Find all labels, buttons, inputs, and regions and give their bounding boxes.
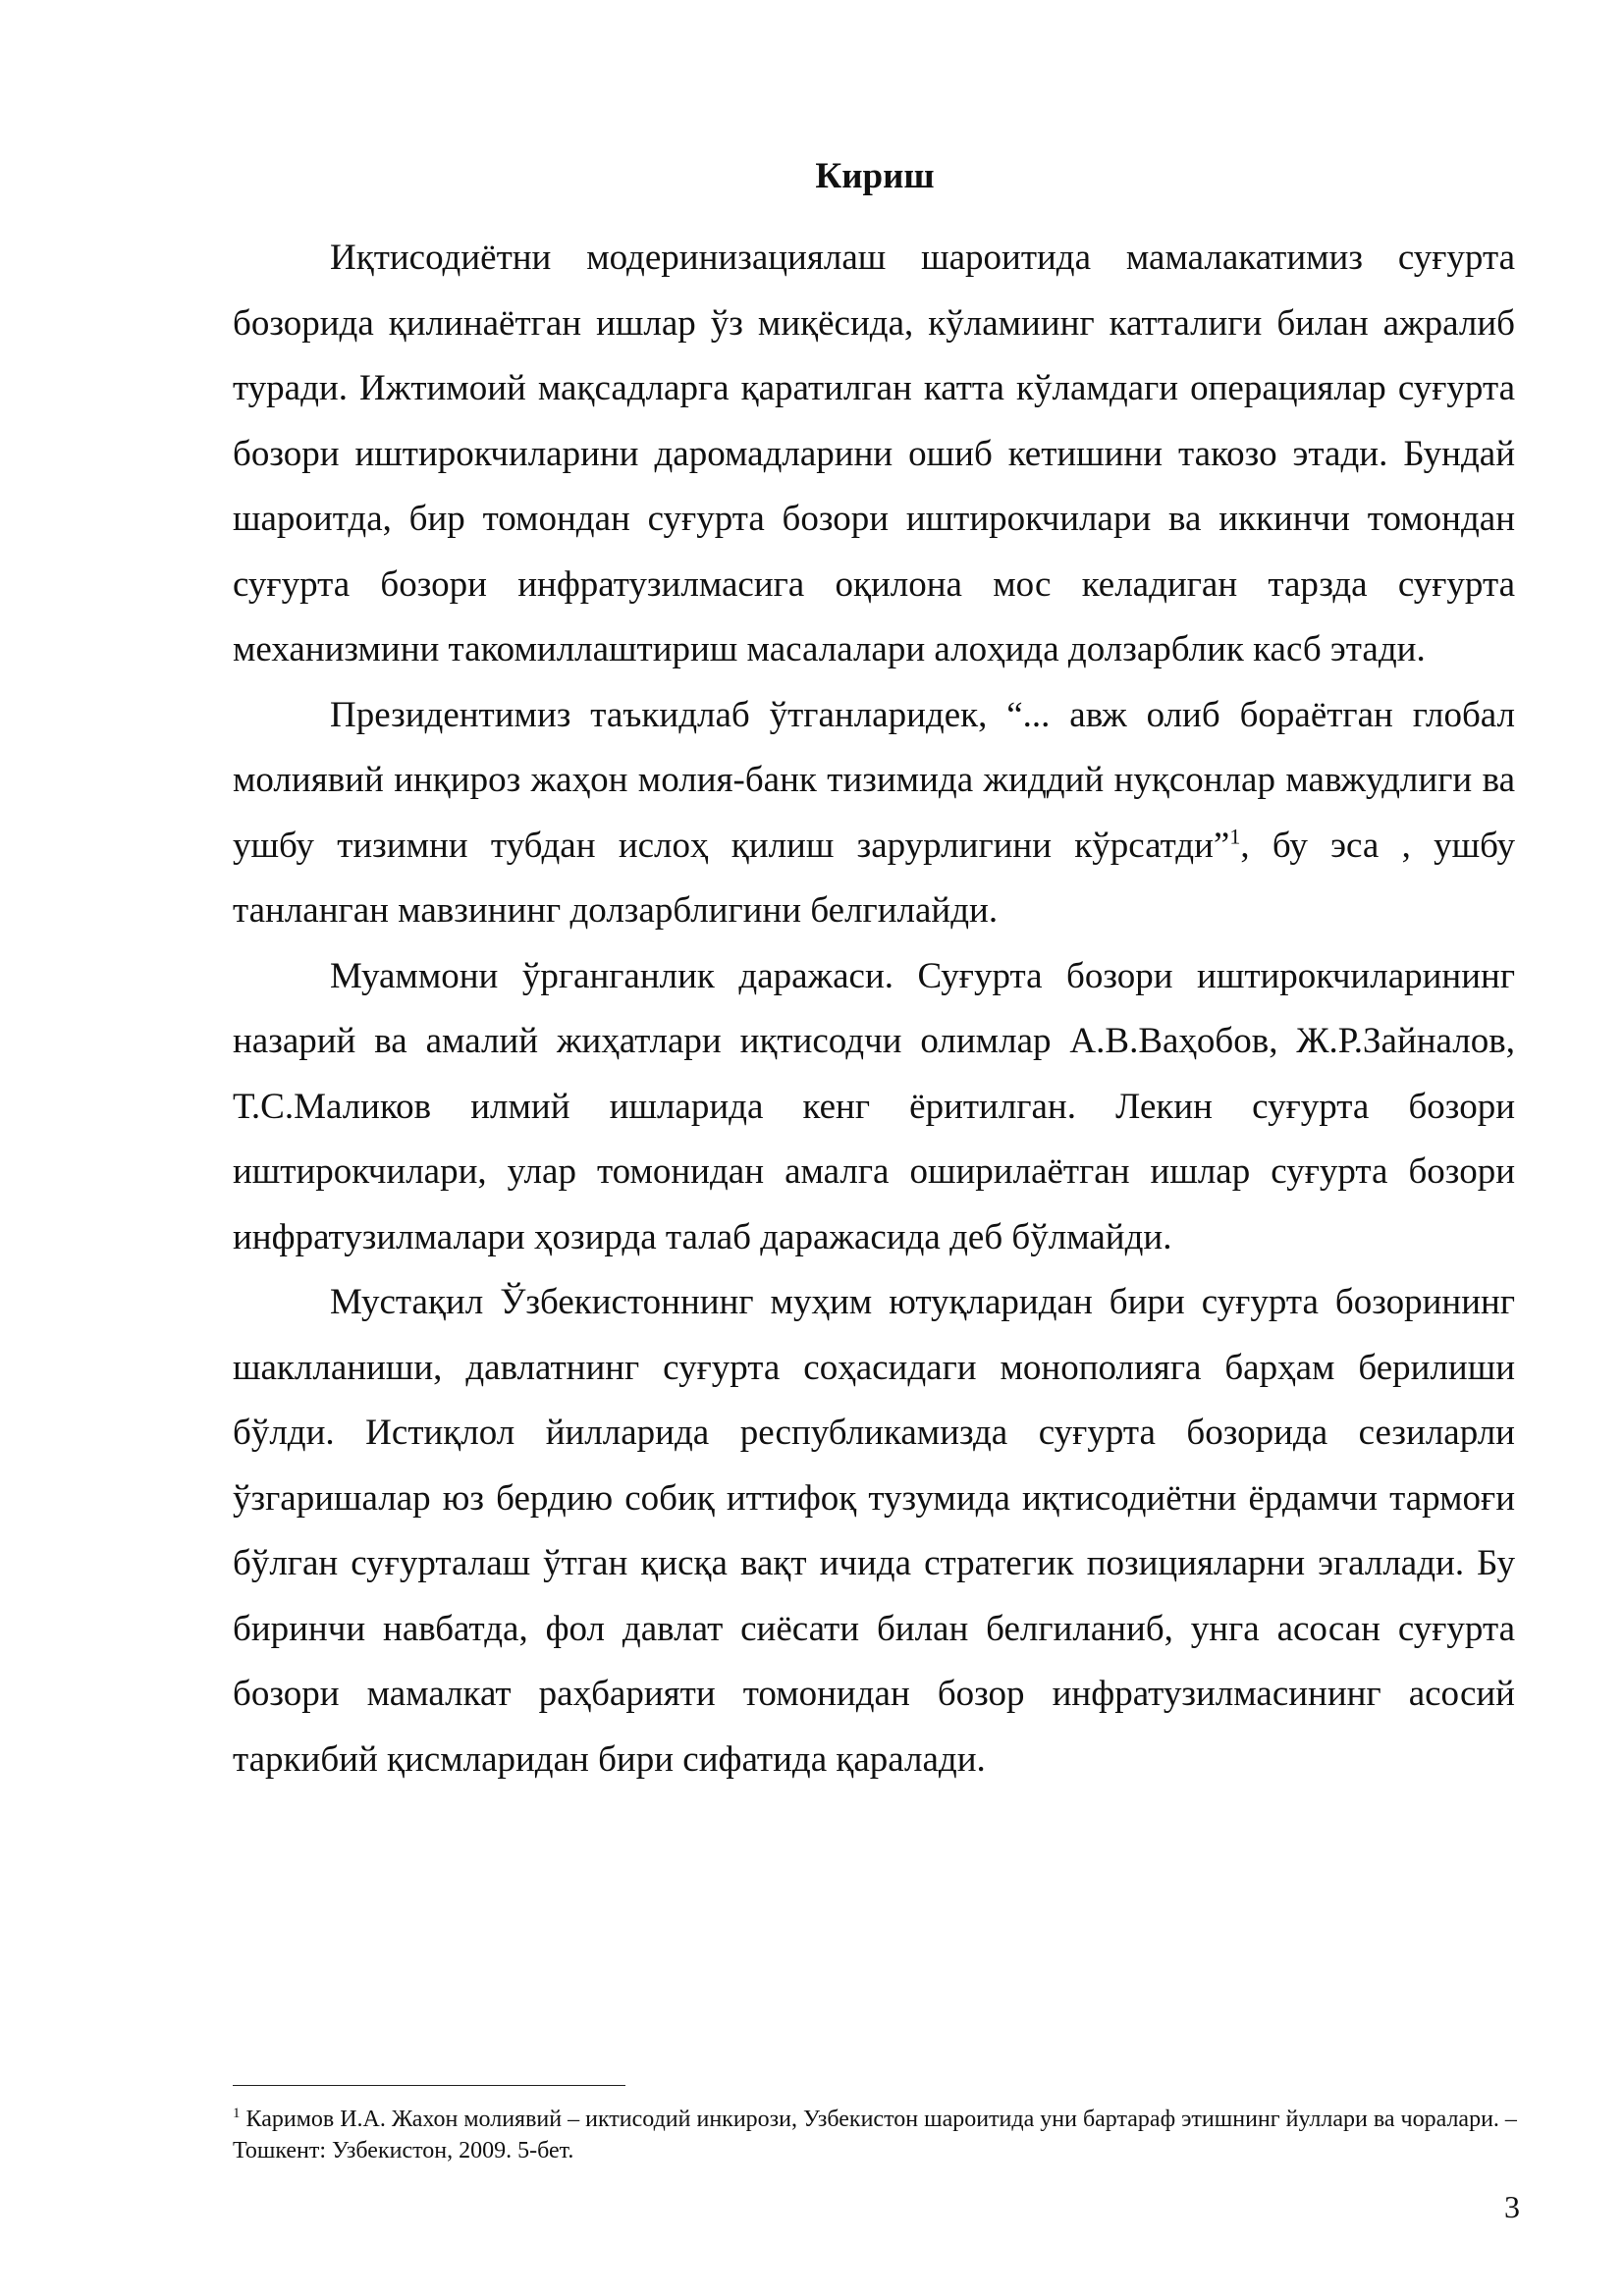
page-number: 3 — [1504, 2189, 1520, 2224]
quote-continuation: , бу эса , ушбу танланган мавзининг долзарблигини белгилайди. — [233, 825, 1516, 931]
footnote — [233, 2104, 1519, 2166]
paragraph-independence: Мустақил Ўзбекистоннинг муҳим ютуқларидан бири суғурта бозорининг шаклланиши, давлатнинг суғурта соҳасидаги монополияга барҳам берилиши бўлди. Истиқлол йилларида республикамизда суғурта бозорида сезиларли ўзгаришалар юз бердию собиқ иттифоқ тузумида иқтисодиётни ёрдамчи тармоғи бўлган суғурталаш ўтган қисқа вақт ичида стратегик позицияларни эгаллади. Бу биринчи навбатда, фол давлат сиёсати билан белгиланиб, унга асосан суғурта бозори мамалкат раҳбарияти томонидан бозор инфратузилмасининг асосий таркибий қисмларидан бири сифатида қаралади. — [233, 1282, 1515, 1780]
footnote-reference[interactable]: 1 — [1229, 824, 1241, 849]
paragraph-intro: Иқтисодиётни модеринизациялаш шароитида мамалакатимиз суғурта бозорида қилинаётган ишлар ўз миқёсида, кўламиинг катталиги билан ажралиб туради. Ижтимоий мақсадларга қаратилган катта кўламдаги операциялар суғурта бозори иштирокчиларини даромадларини ошиб кетишини такозо этади. Бундай шароитда, бир томондан суғурта бозори иштирокчилари ва иккинчи томондан суғурта бозори инфратузилмасига оқилона мос келадиган тарзда суғурта механизмини такомиллаштириш масалалари алоҳида долзарблик касб этади. — [233, 238, 1515, 669]
footnote-separator — [233, 2085, 625, 2086]
paragraph-research-level: Муаммони ўрганганлик даражаси. Суғурта бозори иштирокчиларининг назарий ва амалий жиҳатлари иқтисодчи олимлар А.В.Ваҳобов, Ж.Р.Зайналов, Т.С.Маликов илмий ишларида кенг ёритилган. Лекин суғурта бозори иштирокчилари, улар томонидан амалга оширилаётган ишлар суғурта бозори инфратузилмалари ҳозирда талаб даражасида деб бўлмайди. — [233, 955, 1515, 1257]
footnote-text: Каримов И.А. Жахон молиявий – иктисодий инкирози, Узбекистон шароитида уни бартараф этишнинг йуллари ва чоралари. – Тошкент: Узбекистон, 2009. 5-бет. — [233, 2107, 1517, 2163]
footnote-mark: 1 — [233, 2106, 241, 2121]
body-text — [233, 226, 1515, 1792]
paragraph-quote — [233, 683, 1515, 944]
quote-text: Президентимиз таъкидлаб ўтганларидек, “... авж олиб бораётган глобал молиявий инқироз жаҳон молия-банк тизимида жиддий нуқсонлар мавжудлиги ва ушбу тизимни тубдан ислоҳ қилиш зарурлигини кўрсатди” — [233, 694, 1515, 866]
page-title: Кириш — [815, 156, 935, 196]
